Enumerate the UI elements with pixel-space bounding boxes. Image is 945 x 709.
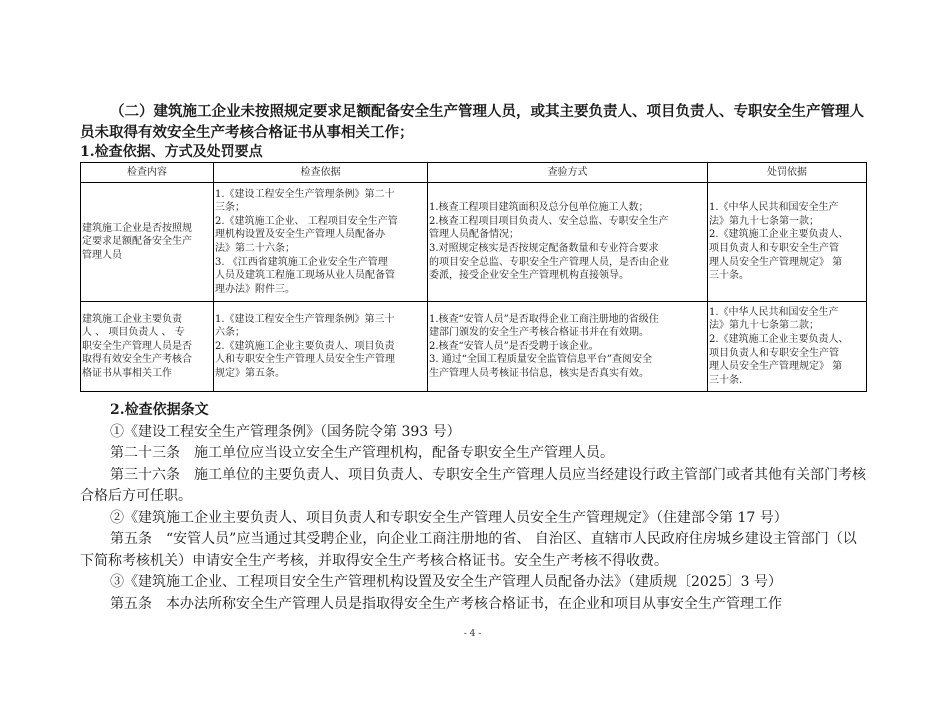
table-row — [81, 183, 867, 302]
cell-line: 项目负责人和专职安全生产管 — [709, 243, 839, 254]
cell-line: 生产管理人员考核证书信息，核实是否真实有效。 — [429, 367, 649, 379]
cell-check-method — [428, 183, 708, 302]
cell-line: 2.核查工程项目项目负责人、安全总监、专职安全生产 — [429, 215, 669, 227]
cell-line: 理人员安全生产管理规定》 第 — [709, 256, 843, 268]
cell-penalty-basis — [708, 302, 867, 392]
cell-line: 理机构设置及安全生产管理人员配备办 — [215, 229, 385, 241]
cell-line: 2.《建筑施工企业主要负责人、 — [709, 333, 849, 345]
cell-check-content — [81, 302, 214, 392]
cell-line: 1.《建设工程安全生产管理条例》第三十 — [215, 313, 395, 325]
cell-line: 1.《中华人民共和国安全生产 — [709, 202, 839, 214]
cell-line: 理人员安全生产管理规定》 第 — [709, 361, 843, 373]
cell-line: 人和专职安全生产管理人员安全生产管理 — [215, 354, 395, 366]
cell-line: 3.对照规定核实是否按规定配备数量和专业符合要求 — [429, 243, 659, 254]
cell-line: 建筑施工企业是否按照规 — [82, 222, 192, 234]
cell-line: 法》第九十七条第一款； — [709, 215, 819, 227]
regulation-citation: ③《建筑施工企业、工程项目安全生产管理机构设置及安全生产管理人员配备办法》（建质规〔2025〕3 号） — [110, 574, 782, 590]
cell-line: 六条； — [215, 327, 245, 339]
cell-line: 格证书从事相关工作 — [82, 367, 172, 379]
cell-check-method — [428, 302, 708, 392]
cell-line: 项目负责人和专职安全生产管 — [709, 347, 839, 359]
cell-line: 人 、 项目负责人 、 专 — [82, 327, 185, 339]
header-check-basis: 检查依据 — [214, 163, 428, 183]
header-check-method: 查验方式 — [428, 163, 708, 183]
section-heading: （二）建筑施工企业未按照规定要求足额配备安全生产管理人员，或其主要负责人、项目负责人、专职安全生产管理人员未取得有效安全生产考核合格证书从事相关工作； — [80, 103, 864, 141]
cell-check-content — [81, 183, 214, 302]
cell-line: 1.《中华人民共和国安全生产 — [709, 306, 839, 318]
cell-line: 委派，接受企业安全生产管理机构直接领导。 — [429, 270, 629, 282]
cell-line: 建部门颁发的安全生产考核合格证书并在有效期。 — [429, 327, 649, 339]
cell-line: 的项目安全总监、专职安全生产管理人员，是否由企业 — [429, 256, 669, 268]
cell-penalty-basis — [708, 183, 867, 302]
regulation-citation: ②《建筑施工企业主要负责人、项目负责人和专职安全生产管理人员安全生产管理规定》（住建部令第 17 号） — [110, 509, 788, 526]
inspection-table — [80, 162, 867, 392]
page-number: - 4 - — [463, 629, 482, 639]
cell-line: 取得有效安全生产考核合 — [82, 354, 192, 366]
article-paragraph: 第五条 “安管人员”应当通过其受聘企业，向企业工商注册地的省、 自治区、直辖市人民政府住房城乡建设主管部门（以下简称考核机关）申请安全生产考核，并取得安全生产考核合格证书。安全生产考核不得收费。 — [80, 531, 857, 569]
cell-line: 管理人员配备情况； — [429, 229, 519, 241]
section2-title: 2.检查依据条文 — [110, 402, 209, 418]
cell-line: 2.《建筑施工企业主要负责人、项目负责 — [215, 340, 395, 352]
cell-line: 3. 《江西省建筑施工企业安全生产管理 — [215, 256, 388, 268]
cell-line: 1.核查工程项目建筑面积及总分包单位施工人数； — [429, 202, 649, 214]
article-paragraph: 第三十六条 施工单位的主要负责人、项目负责人、专职安全生产管理人员应当经建设行政主管部门或者其他有关部门考核合格后方可任职。 — [80, 466, 866, 504]
header-check-content: 检查内容 — [81, 163, 214, 183]
header-penalty-basis: 处罚依据 — [708, 163, 867, 183]
cell-line: 1.核查“安管人员”是否取得企业工商注册地的省级住 — [429, 313, 659, 325]
article-paragraph: 第五条 本办法所称安全生产管理人员是指取得安全生产考核合格证书，在企业和项目从事安全生产管理工作 — [110, 595, 782, 612]
cell-line: 2.《建筑施工企业主要负责人、 — [709, 229, 849, 241]
cell-line: 2.核查“安管人员”是否受聘于该企业。 — [429, 340, 599, 352]
cell-line: 三十条。 — [709, 270, 749, 282]
table-header-row — [81, 163, 867, 183]
cell-line: 法》第九十七条第二款； — [709, 320, 819, 332]
cell-line: 人员及建筑工程施工现场从业人员配备管 — [215, 270, 395, 282]
cell-line: 规定》第五条。 — [215, 367, 285, 379]
cell-line: 职安全生产管理人员是否 — [82, 340, 192, 352]
cell-line: 三条； — [215, 202, 245, 214]
table-row — [81, 302, 867, 392]
section1-title: 1.检查依据、方式及处罚要点 — [80, 144, 263, 160]
cell-line: 3. 通过“全国工程质量安全监管信息平台”查阅安全 — [429, 354, 652, 366]
cell-check-basis — [214, 302, 428, 392]
cell-line: 2.《建筑施工企业、 工程项目安全生产管 — [215, 215, 398, 227]
cell-line: 三十条. — [709, 374, 743, 386]
cell-check-basis — [214, 183, 428, 302]
article-paragraph: 第二十三条 施工单位应当设立安全生产管理机构，配备专职安全生产管理人员。 — [110, 445, 614, 461]
cell-line: 1.《建设工程安全生产管理条例》第二十 — [215, 188, 395, 200]
cell-line: 定要求足额配备安全生产 — [82, 236, 192, 248]
regulation-citation: ①《建设工程安全生产管理条例》（国务院令第 393 号） — [110, 423, 461, 440]
regulation-text — [80, 400, 870, 615]
cell-line: 法》第二十六条； — [215, 243, 295, 254]
cell-line: 管理人员 — [82, 249, 122, 261]
cell-line: 理办法》附件三。 — [215, 283, 295, 295]
cell-line: 建筑施工企业主要负责 — [82, 313, 182, 325]
